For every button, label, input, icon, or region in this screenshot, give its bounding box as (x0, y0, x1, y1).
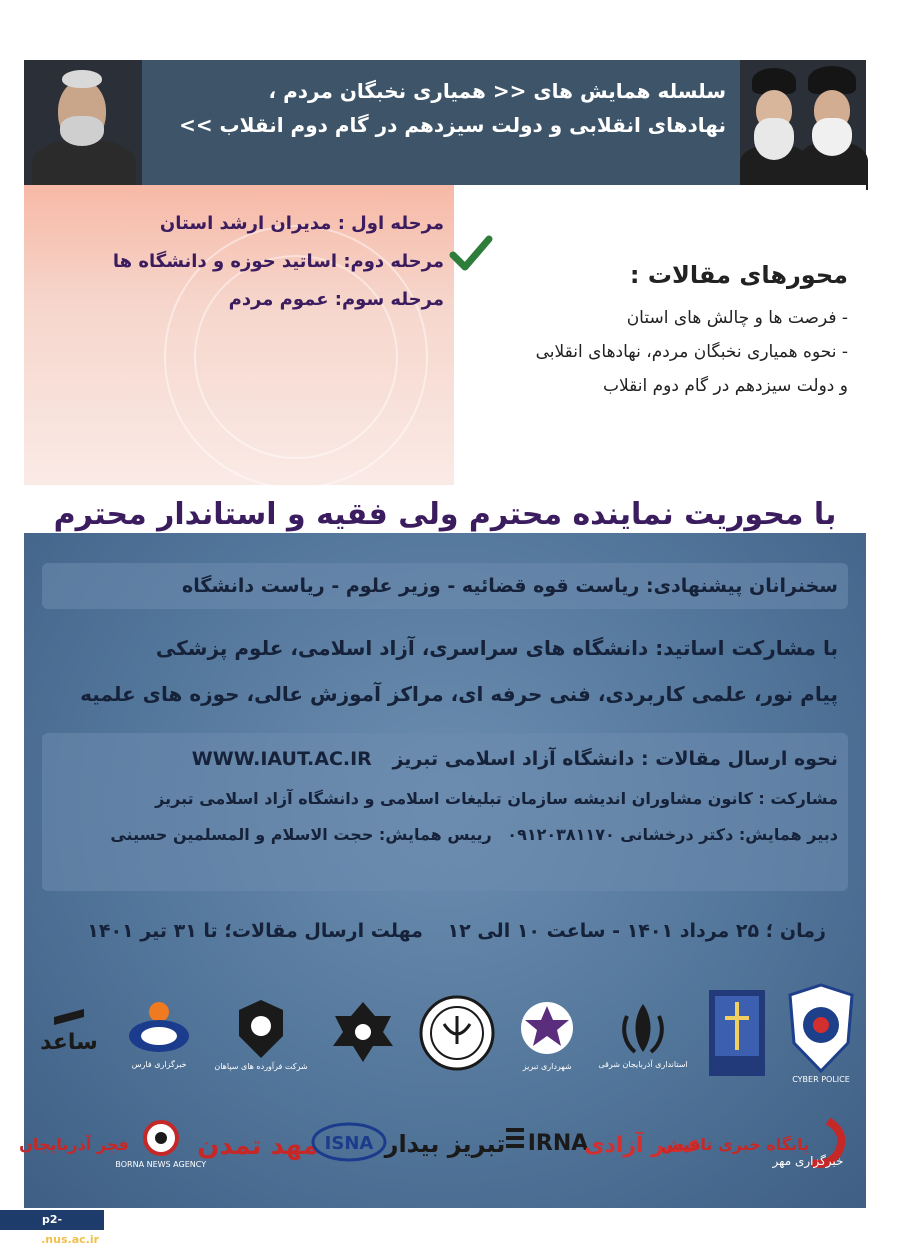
watermark-suffix: .nus.ac.ir (41, 1233, 100, 1246)
media-logos-row-2 (19, 1103, 856, 1183)
stage-2: مرحله دوم: اساتید حوزه و دانشگاه ها (112, 251, 444, 272)
asre-azadi-mark: عصر آزادی (584, 1133, 702, 1158)
stage-3: مرحله سوم: عموم مردم (228, 289, 444, 310)
isna-logo (309, 1118, 389, 1168)
governorate-caption: استانداری آذربایجان شرقی (598, 1059, 688, 1069)
header-title-line2: نهادهای انقلابی و دولت سیزدهم در گام دوم انقلاب >> (179, 113, 726, 137)
borna-logo (115, 1118, 206, 1169)
speakers-value: ریاست قوه قضائیه - وزیر علوم - ریاست دانشگاه (181, 575, 640, 597)
chair-label: رییس همایش: (378, 825, 492, 844)
fajr-azarbaijan-logo (19, 1118, 129, 1168)
secretary-label: دبیر همایش: (738, 825, 838, 844)
plan-budget-logo (327, 998, 399, 1068)
mahd-tamadon-mark: مهد تمدن (196, 1131, 319, 1161)
iran-khodro-logo (214, 996, 307, 1071)
tabriz-municipality-logo (515, 996, 579, 1071)
header-title-line1: سلسله همایش های << همیاری نخبگان مردم ، (268, 79, 726, 103)
partner-label: مشارکت : (758, 789, 838, 808)
header-band (24, 60, 866, 185)
sponsor-logos-row-1 (34, 983, 856, 1083)
deadline-value: تا ۳۱ تیر ۱۴۰۱ (87, 920, 218, 942)
stages-box (24, 185, 454, 485)
watermark-prefix: p2-tabriz (4, 1213, 63, 1246)
axes-title: محورهای مقالات : (629, 261, 848, 289)
cyber-police-caption: CYBER POLICE (792, 1074, 850, 1084)
saed-logo (34, 1003, 104, 1063)
submission-value: دانشگاه آزاد اسلامی تبریز (392, 748, 635, 770)
fars-news-caption: خبرگزاری فارس (131, 1059, 187, 1069)
stage-1: مرحله اول : مدیران ارشد استان (159, 213, 444, 234)
speakers-label: سخنرانان پیشنهادی: (646, 575, 838, 597)
isna-mark: ISNA (324, 1133, 374, 1154)
submission-label: نحوه ارسال مقالات : (641, 748, 838, 770)
university-seal-logo (418, 994, 496, 1072)
tasnim-mark: پایگاه خبری تاقیش (660, 1135, 809, 1154)
schedule-row (64, 913, 826, 949)
portrait-leaders (740, 60, 866, 185)
poster (19, 60, 866, 1208)
governorate-logo (598, 998, 687, 1069)
secretary-value: دکتر درخشانی ۰۹۱۲۰۳۸۱۱۷۰ (507, 825, 734, 844)
mehr-mark: خبرگزاری مهر (772, 1154, 844, 1168)
irna-logo (502, 1118, 594, 1168)
portrait-soleimani (24, 60, 142, 185)
cyber-police-logo (786, 983, 856, 1084)
mehr-news-logo (772, 1113, 856, 1173)
speakers-panel (42, 563, 848, 609)
sepah-logo (707, 988, 767, 1078)
banner-headline: با محوریت نماینده محترم ولی فقیه و استاندار محترم (53, 497, 837, 532)
fars-news-logo (123, 998, 195, 1069)
participation-value-2: پیام نور، علمی کاربردی، فنی حرفه ای، مراکز آموزش عالی، حوزه های علمیه (80, 682, 838, 706)
chair-value: حجت الاسلام و المسلمین حسینی (110, 825, 374, 844)
iran-khodro-caption: شرکت فرآورده های سپاهان (214, 1061, 308, 1071)
info-panel (42, 733, 848, 891)
saed-mark: ساعد (40, 1030, 98, 1055)
irna-mark: IRNA (527, 1131, 589, 1156)
participation-value-1: دانشگاه های سراسری، آزاد اسلامی، علوم پزشکی (155, 636, 649, 660)
borna-caption: BORNA NEWS AGENCY (115, 1159, 207, 1169)
stages-list (113, 205, 444, 319)
middle-section (24, 185, 866, 532)
deadline-label: مهلت ارسال مقالات؛ (224, 920, 423, 942)
tabriz-bidar-logo (384, 1118, 506, 1168)
axes-section (448, 255, 848, 403)
site-watermark (0, 1210, 104, 1246)
tabriz-bidar-mark: تبریز بیدار (384, 1130, 506, 1158)
schedule-time: زمان ؛ ۲۵ مرداد ۱۴۰۱ - ساعت ۱۰ الی ۱۲ (447, 920, 826, 942)
tabriz-municipality-caption: شهرداری تبریز (522, 1061, 572, 1071)
participation-label: با مشارکت اساتید: (655, 636, 838, 660)
fajr-mark: فجر آذربایجان (19, 1135, 129, 1154)
axes-item-2: - نحوه همیاری نخبگان مردم، نهادهای انقلابی (535, 342, 848, 362)
participation-panel (42, 625, 848, 721)
details-section (19, 533, 866, 1208)
axes-item-2b: و دولت سیزدهم در گام دوم انقلاب (603, 376, 848, 396)
axes-item-1: - فرصت ها و چالش های استان (626, 308, 848, 328)
submission-url: WWW.IAUT.AC.IR (191, 748, 372, 770)
header-title (154, 74, 726, 142)
partner-value: کانون مشاوران اندیشه سازمان تبلیغات اسلامی و دانشگاه آزاد اسلامی تبریز (155, 789, 753, 808)
mahd-tamadon-logo (196, 1118, 319, 1168)
